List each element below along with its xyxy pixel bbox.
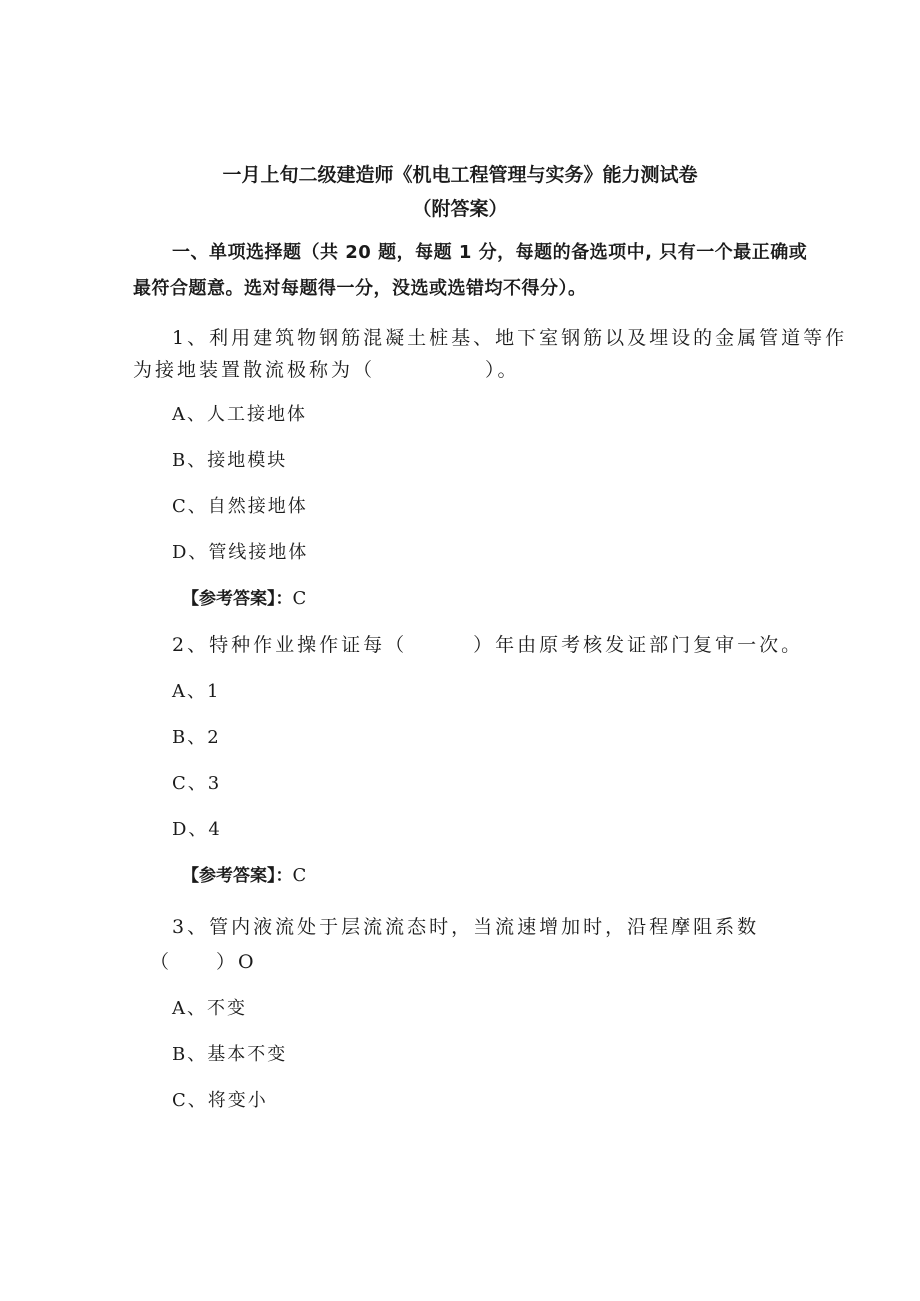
question-1-option-d: D、管线接地体	[172, 542, 309, 563]
question-2-stem-line1: 2、特种作业操作证每（ ）年由原考核发证部门复审一次。	[172, 634, 804, 656]
document-subtitle: （附答案）	[412, 198, 508, 220]
answer-label: 【参考答案】：	[182, 589, 293, 609]
section-heading-line1: 一、单项选择题（共 20 题，每题 1 分，每题的备选项中, 只有一个最正确或	[172, 242, 808, 263]
question-2-answer	[182, 861, 306, 886]
answer-value: C	[292, 865, 307, 886]
question-2-option-a: A、1	[172, 681, 221, 702]
question-1-answer	[182, 584, 306, 609]
question-1-option-c: C、自然接地体	[172, 496, 308, 517]
question-1-stem-line2: 为接地装置散流极称为（ ）。	[133, 359, 520, 381]
question-1-stem-line1: 1、利用建筑物钢筋混凝土桩基、地下室钢筋以及埋设的金属管道等作	[172, 327, 848, 349]
question-3-option-b: B、基本不变	[172, 1044, 288, 1065]
question-2-option-c: C、3	[172, 773, 222, 794]
question-3-option-c: C、将变小	[172, 1090, 268, 1111]
question-2-option-d: D、4	[172, 819, 222, 840]
question-2-option-b: B、2	[172, 727, 221, 748]
question-1-option-b: B、接地模块	[172, 450, 288, 471]
section-heading-line2: 最符合题意。选对每题得一分，没选或选错均不得分）。	[133, 278, 587, 299]
document-title: 一月上旬二级建造师《机电工程管理与实务》能力测试卷	[222, 164, 698, 186]
question-1-option-a: A、人工接地体	[172, 404, 307, 425]
question-3-option-a: A、不变	[172, 998, 247, 1019]
answer-value: C	[292, 588, 307, 609]
answer-label: 【参考答案】：	[182, 866, 293, 886]
question-3-stem-line2: （ ）O	[150, 951, 257, 973]
question-3-stem-line1: 3、管内液流处于层流流态时，当流速增加时，沿程摩阻系数	[172, 916, 760, 938]
